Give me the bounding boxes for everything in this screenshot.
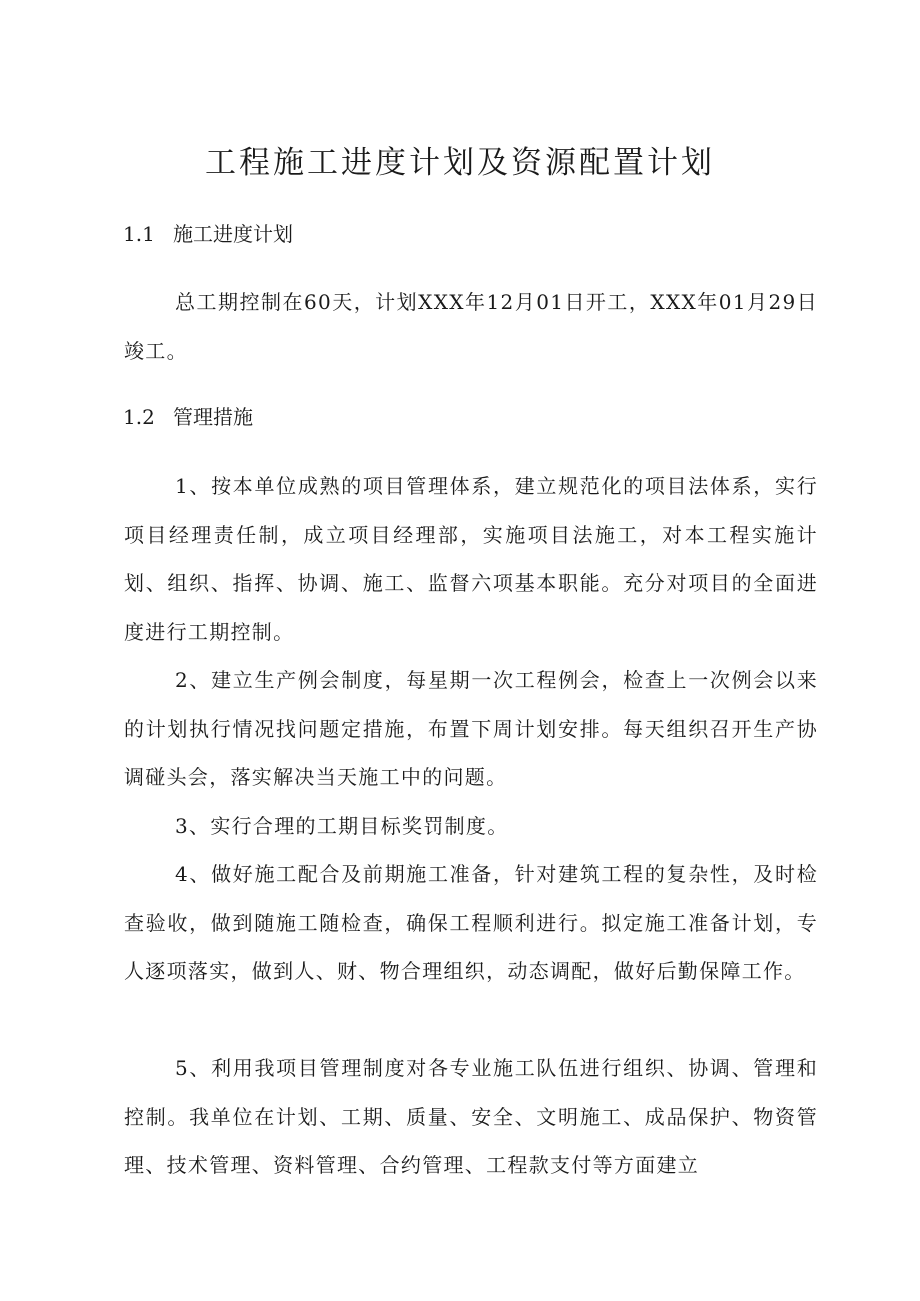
section-heading-1-1 <box>123 219 293 249</box>
section-number: 1.2 <box>123 405 155 429</box>
paragraph-schedule: 总工期控制在60天，计划XXX年12月01日开工，XXX年01月29日竣工。 <box>124 290 818 363</box>
section-title: 管理措施 <box>173 405 253 429</box>
section-number: 1.1 <box>123 222 155 246</box>
document-title: 工程施工进度计划及资源配置计划 <box>205 145 715 181</box>
paragraph-measure-3: 3、实行合理的工期目标奖罚制度。 <box>175 814 509 838</box>
paragraph-measure-5: 5、利用我项目管理制度对各专业施工队伍进行组织、协调、管理和控制。我单位在计划、工期、质量、安全、文明施工、成品保护、物资管理、技术管理、资料管理、合约管理、工程款支付等方面建立 <box>124 1056 818 1178</box>
paragraph-measure-2: 2、建立生产例会制度，每星期一次工程例会，检查上一次例会以来的计划执行情况找问题定措施，布置下周计划安排。每天组织召开生产协调碰头会，落实解决当天施工中的问题。 <box>124 668 818 790</box>
paragraph-measure-4: 4、做好施工配合及前期施工准备，针对建筑工程的复杂性，及时检查验收，做到随施工随检查，确保工程顺利进行。拟定施工准备计划，专人逐项落实，做到人、财、物合理组织，动态调配，做好后勤保障工作。 <box>124 862 818 984</box>
section-heading-1-2 <box>123 402 253 432</box>
paragraph-measure-1: 1、按本单位成熟的项目管理体系，建立规范化的项目法体系，实行项目经理责任制，成立项目经理部，实施项目法施工，对本工程实施计划、组织、指挥、协调、施工、监督六项基本职能。充分对项目的全面进度进行工期控制。 <box>124 474 818 644</box>
section-title: 施工进度计划 <box>173 222 293 246</box>
